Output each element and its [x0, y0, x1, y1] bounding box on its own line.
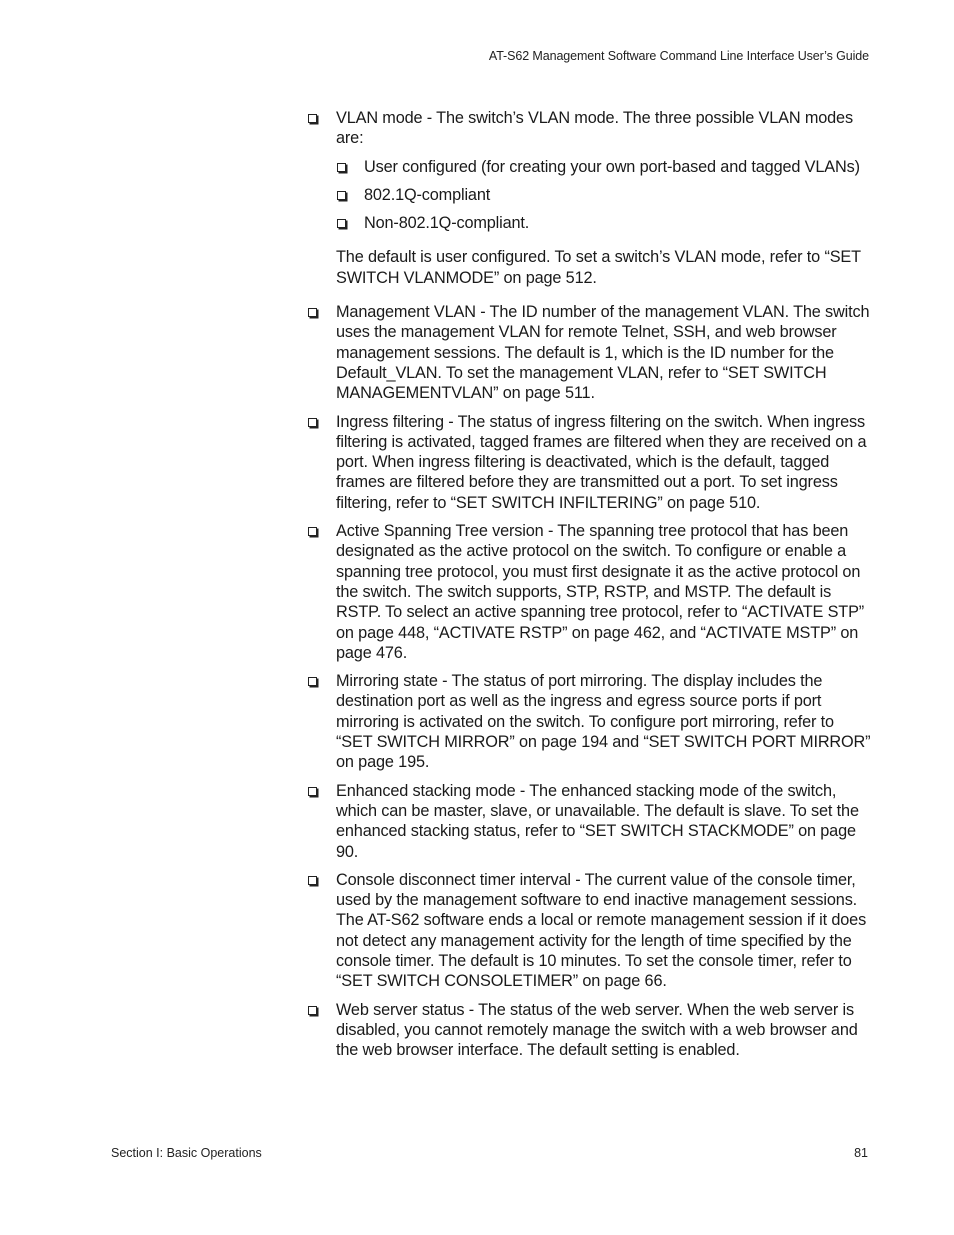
- checkbox-bullet-icon: [308, 308, 317, 317]
- checkbox-bullet-icon: [308, 114, 317, 123]
- list-item-vlan-mode: [306, 108, 872, 288]
- checkbox-bullet-icon: [308, 418, 317, 427]
- sub-list-item-text: 802.1Q-compliant: [364, 185, 491, 204]
- checkbox-bullet-icon: [308, 527, 317, 536]
- list-item-web-server-status: [306, 1000, 872, 1061]
- sub-list-item-text: User configured (for creating your own port-based and tagged VLANs): [364, 157, 860, 176]
- list-item-ingress-filtering: [306, 412, 872, 513]
- footer-section-label: Section I: Basic Operations: [111, 1146, 262, 1160]
- checkbox-bullet-icon: [308, 1006, 317, 1015]
- vlan-mode-note: The default is user configured. To set a switch’s VLAN mode, refer to “SET SWITCH VLANMODE” on page 512.: [336, 248, 861, 287]
- list-item-text: Web server status - The status of the web server. When the web server is disabled, you cannot remotely manage the switch with a web browser and the web browser interface. The default setting is enabled.: [336, 1000, 858, 1060]
- list-item-text: VLAN mode - The switch’s VLAN mode. The three possible VLAN modes are:: [336, 109, 853, 148]
- list-item-text: Management VLAN - The ID number of the management VLAN. The switch uses the management VLAN for remote Telnet, SSH, and web browser management sessions. The default is 1, which is the ID number for the Default_VLAN. To set the management VLAN, refer to “SET SWITCH MANAGEMENTVLAN” on page 511.: [336, 303, 870, 403]
- list-item-management-vlan: [306, 302, 872, 403]
- sub-list-item: [336, 213, 872, 233]
- list-item-mirroring-state: [306, 671, 872, 772]
- list-item-text: Mirroring state - The status of port mirroring. The display includes the destination port as well as the ingress and egress source ports if port mirroring is activated on the switch. To configure port mirroring, refer to “SET SWITCH MIRROR” on page 194 and “SET SWITCH PORT MIRROR” on page 195.: [336, 672, 871, 772]
- checkbox-bullet-icon: [337, 219, 346, 228]
- list-item-text: Console disconnect timer interval - The current value of the console timer, used by the management software to end inactive management sessions. The AT-S62 software ends a local or remote management session if it does not detect any management activity for the length of time specified by the console timer. The default is 10 minutes. To set the console timer, refer to “SET SWITCH CONSOLETIMER” on page 66.: [336, 870, 867, 991]
- checkbox-bullet-icon: [308, 787, 317, 796]
- checkbox-bullet-icon: [337, 163, 346, 172]
- running-header: AT-S62 Management Software Command Line Interface User’s Guide: [488, 49, 869, 63]
- list-item-text: Enhanced stacking mode - The enhanced stacking mode of the switch, which can be master, slave, or unavailable. The default is slave. To set the enhanced stacking status, refer to “SET SWITCH STACKMODE” on page 90.: [336, 781, 859, 861]
- checkbox-bullet-icon: [308, 677, 317, 686]
- field-description-list: [306, 108, 872, 1060]
- list-item-text: Ingress filtering - The status of ingress filtering on the switch. When ingress filtering is activated, tagged frames are filtered when they are received on a port. When ingress filtering is deactivated, which is the default, tagged frames are filtered before they are transmitted out a port. To set ingress filtering, refer to “SET SWITCH INFILTERING” on page 510.: [336, 412, 867, 512]
- sub-list-item-text: Non-802.1Q-compliant.: [364, 214, 530, 233]
- list-item-text: Active Spanning Tree version - The spanning tree protocol that has been designated as the active protocol on the switch. To configure or enable a spanning tree protocol, you must first designate it as the active protocol on the switch. The switch supports, STP, RSTP, and MSTP. The default is RSTP. To select an active spanning tree protocol, refer to “ACTIVATE STP” on page 448, “ACTIVATE RSTP” on page 462, and “ACTIVATE MSTP” on page 476.: [336, 522, 865, 662]
- vlan-mode-sublist: [336, 157, 872, 234]
- list-item-active-spanning-tree: [306, 521, 872, 663]
- list-item-enhanced-stacking: [306, 781, 872, 862]
- page-body: [306, 108, 872, 1068]
- list-item-console-timer: [306, 870, 872, 992]
- checkbox-bullet-icon: [308, 876, 317, 885]
- sub-list-item: [336, 157, 872, 177]
- checkbox-bullet-icon: [337, 191, 346, 200]
- page-number: 81: [854, 1146, 868, 1160]
- sub-list-item: [336, 185, 872, 205]
